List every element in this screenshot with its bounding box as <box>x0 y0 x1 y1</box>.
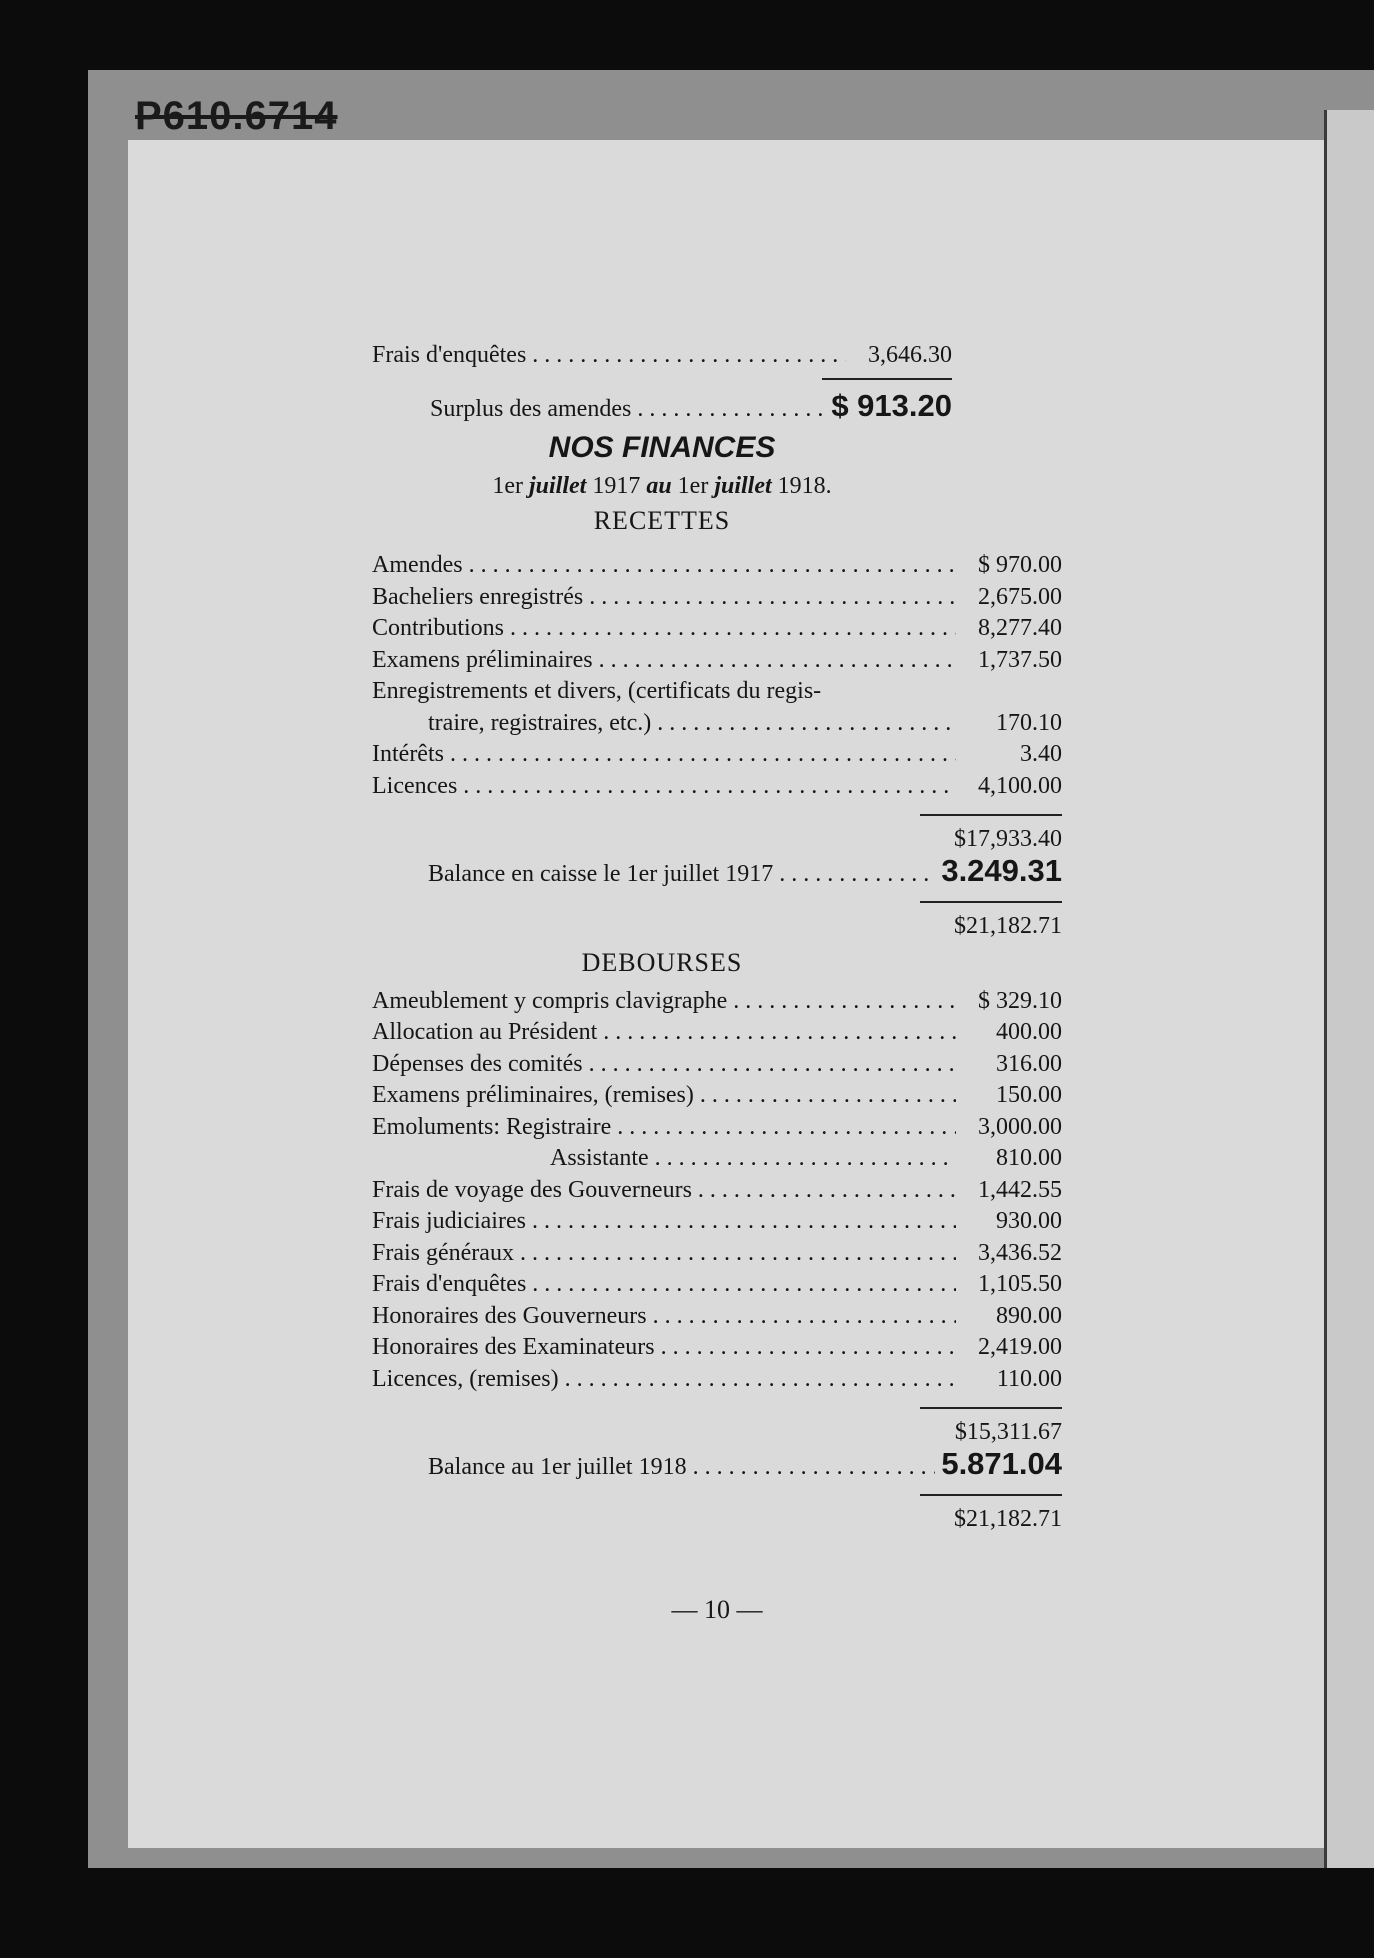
subtitle-part: au <box>646 473 672 499</box>
divider <box>920 814 1062 816</box>
subtitle-part: 1917 <box>592 473 641 499</box>
recettes-heading: RECETTES <box>593 506 731 535</box>
ledger-row <box>372 986 1062 1018</box>
balance-amount: 5.871.04 <box>941 1446 1062 1481</box>
row-amount: 8,277.40 <box>978 615 1062 641</box>
subtitle-part: juillet <box>528 473 587 499</box>
row-label: Bacheliers enregistrés . . . <box>372 582 956 614</box>
ledger-row <box>372 1175 1062 1207</box>
row-label: Surplus des amendes . . . <box>372 394 825 426</box>
ledger-row <box>372 582 1062 614</box>
debourses-list <box>372 986 1062 1396</box>
ledger-row <box>372 1332 1062 1364</box>
row-amount: $ 329.10 <box>978 987 1062 1014</box>
ledger-row <box>372 1364 1062 1396</box>
row-label: Amendes . . . <box>372 550 956 582</box>
row-label: Intérêts . . . <box>372 739 956 771</box>
row-label: Dépenses des comités . . . <box>372 1049 956 1081</box>
row-label: Assistante . . . <box>372 1143 956 1175</box>
balance-1918-row <box>372 1448 1062 1484</box>
divider <box>920 1407 1062 1409</box>
subtitle-part: 1er <box>677 473 709 499</box>
recettes-list <box>372 550 1062 802</box>
ledger-row <box>372 613 1062 645</box>
row-label: Frais généraux . . . <box>372 1238 956 1270</box>
row-label: Licences . . . <box>372 771 956 803</box>
row-label: traire, registraires, etc.) . . . <box>372 708 956 740</box>
row-label: Enregistrements et divers, (certificats du regis- <box>372 678 822 704</box>
debourses-heading: DEBOURSES <box>581 947 743 977</box>
row-amount: 3,000.00 <box>978 1113 1062 1140</box>
row-label: Examens préliminaires, (remises) . . . <box>372 1080 956 1112</box>
ledger-row <box>372 1112 1062 1144</box>
surplus-amount: $ 913.20 <box>831 387 952 423</box>
recettes-total: $21,182.71 <box>954 912 1062 939</box>
ledger-row <box>372 1238 1062 1270</box>
row-amount: 1,737.50 <box>978 646 1062 673</box>
row-label: Frais d'enquêtes . . . <box>372 1269 956 1301</box>
ledger-row <box>372 676 1062 708</box>
ledger-row <box>372 771 1062 803</box>
row-amount: $ 970.00 <box>978 552 1062 578</box>
ledger-row <box>372 1301 1062 1333</box>
row-amount: 1,442.55 <box>978 1176 1062 1203</box>
ledger-row <box>372 1269 1062 1301</box>
row-label: Ameublement y compris clavigraphe . . . <box>372 986 956 1018</box>
row-label: Balance au 1er juillet 1918 . . . <box>372 1452 935 1484</box>
row-label: Examens préliminaires . . . <box>372 645 956 677</box>
debourses-total: $21,182.71 <box>954 1505 1062 1532</box>
row-label: Honoraires des Examinateurs . . . <box>372 1332 956 1364</box>
page-title: NOS FINANCES <box>548 431 776 464</box>
row-label: Honoraires des Gouverneurs . . . <box>372 1301 956 1333</box>
row-amount: 3,436.52 <box>978 1239 1062 1266</box>
facing-page-edge <box>1324 110 1374 1868</box>
page-number: — 10 — <box>671 1594 763 1624</box>
row-amount: 316.00 <box>996 1050 1062 1077</box>
row-label: Allocation au Président . . . <box>372 1017 956 1049</box>
debourses-subtotal: $15,311.67 <box>954 1419 1062 1445</box>
row-label: Contributions . . . <box>372 613 956 645</box>
row-label: Frais d'enquêtes . . . <box>372 340 846 372</box>
subtitle-part: juillet <box>714 473 772 499</box>
balance-amount: 3.249.31 <box>941 853 1062 888</box>
row-label: Licences, (remises) . . . <box>372 1364 956 1396</box>
row-amount: 3.40 <box>1020 741 1062 767</box>
row-amount: 2,675.00 <box>978 583 1062 610</box>
ledger-row <box>372 1080 1062 1112</box>
period-subtitle <box>372 473 952 500</box>
subtitle-part: 1918. <box>777 473 832 499</box>
balance-1917-row <box>372 855 1062 891</box>
row-amount: 4,100.00 <box>978 772 1062 799</box>
ledger-row <box>372 708 1062 740</box>
row-amount: 2,419.00 <box>978 1334 1062 1360</box>
ledger-row <box>372 1017 1062 1049</box>
row-amount: 1,105.50 <box>978 1271 1062 1297</box>
ledger-row <box>372 1206 1062 1238</box>
ledger-row <box>372 645 1062 677</box>
ledger-row <box>372 1049 1062 1081</box>
row-amount: 400.00 <box>996 1019 1062 1045</box>
ledger-row <box>372 1143 1062 1175</box>
archive-stamp: P610.6714 <box>135 94 338 138</box>
row-amount: 890.00 <box>996 1302 1062 1329</box>
frais-enquetes-row <box>372 340 952 372</box>
row-label: Frais de voyage des Gouverneurs . . . <box>372 1175 956 1207</box>
surplus-row <box>372 387 952 426</box>
row-amount: 170.10 <box>996 709 1062 736</box>
row-label: Emoluments: Registraire . . . <box>372 1112 956 1144</box>
row-amount: 3,646.30 <box>868 342 952 368</box>
divider <box>920 901 1062 903</box>
divider <box>920 1494 1062 1496</box>
recettes-subtotal: $17,933.40 <box>954 826 1062 852</box>
subtitle-part: 1er <box>492 473 523 499</box>
row-amount: 110.00 <box>996 1365 1062 1392</box>
row-label: Balance en caisse le 1er juillet 1917 . . . <box>372 859 935 891</box>
financial-statement <box>372 340 1062 1625</box>
row-label: Frais judiciaires . . . <box>372 1206 956 1238</box>
ledger-row <box>372 550 1062 582</box>
ledger-row <box>372 739 1062 771</box>
divider <box>822 378 952 380</box>
row-amount: 150.00 <box>996 1082 1062 1108</box>
row-amount: 930.00 <box>996 1208 1062 1234</box>
row-amount: 810.00 <box>996 1145 1062 1171</box>
